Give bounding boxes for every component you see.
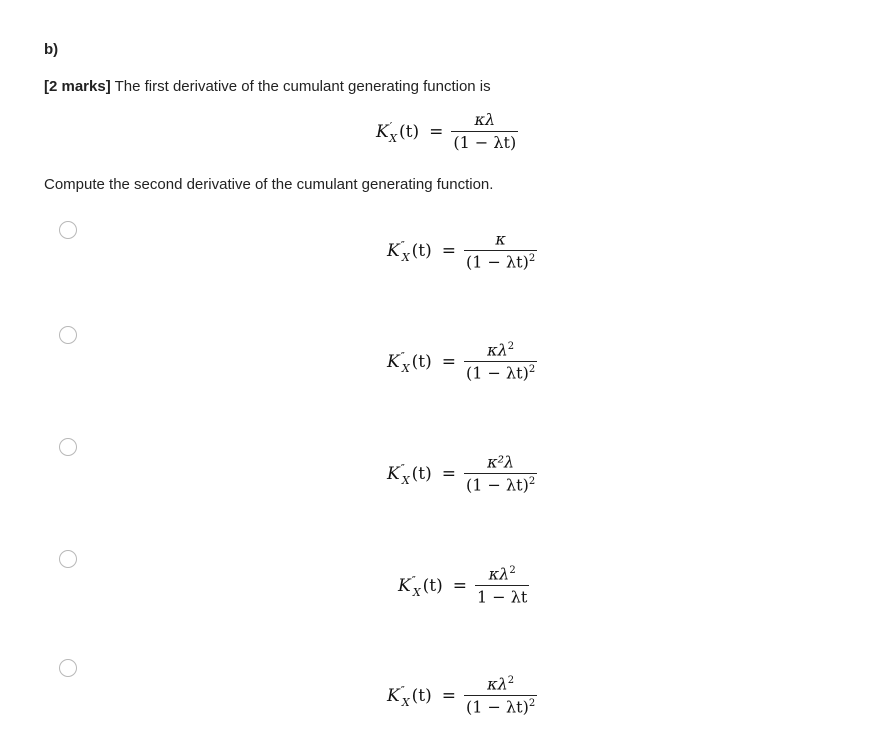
part-label: b)	[44, 41, 59, 58]
equation-lhs: $K'_X$ (t)	[376, 119, 420, 145]
option-3-equation[interactable]: $K''_X$ (t) = $\frac{\text{κ²λ}}{(1 - \lambda t)^2}$	[387, 452, 536, 495]
marks-label: [2 marks]	[44, 78, 111, 95]
question-body: The first derivative of the cumulant generating function is	[110, 78, 491, 95]
instruction-text: Compute the second derivative of the cumulant generating function.	[44, 176, 494, 193]
denominator: (1 − λt)	[453, 133, 517, 152]
fraction	[451, 112, 518, 151]
option-4-radio[interactable]	[59, 550, 77, 568]
option-4-equation[interactable]: $K''_X$ (t) = $\frac{\kappa\lambda^2}{1 - \lambda t}$	[398, 564, 528, 607]
option-2-radio[interactable]	[59, 326, 77, 344]
option-5-equation[interactable]: $K''_X$ (t) = $\frac{\kappa\lambda^2}{(1 - \lambda t)^2}$	[387, 674, 536, 717]
numerator: κλ	[474, 110, 496, 129]
option-5-radio[interactable]	[59, 659, 77, 677]
option-3-radio[interactable]	[59, 438, 77, 456]
given-equation	[376, 112, 518, 151]
option-1-equation[interactable]: $K''_X$ (t) = $\frac{\kappa}{(1 - \lambda t)^2}$	[387, 229, 536, 272]
equals-sign: =	[429, 121, 444, 142]
option-2-equation[interactable]: $K''_X$ (t) = $\frac{\kappa\lambda^2}{(1 - \lambda t)^2}$	[387, 340, 536, 383]
question-text	[44, 78, 491, 95]
option-1-radio[interactable]	[59, 221, 77, 239]
